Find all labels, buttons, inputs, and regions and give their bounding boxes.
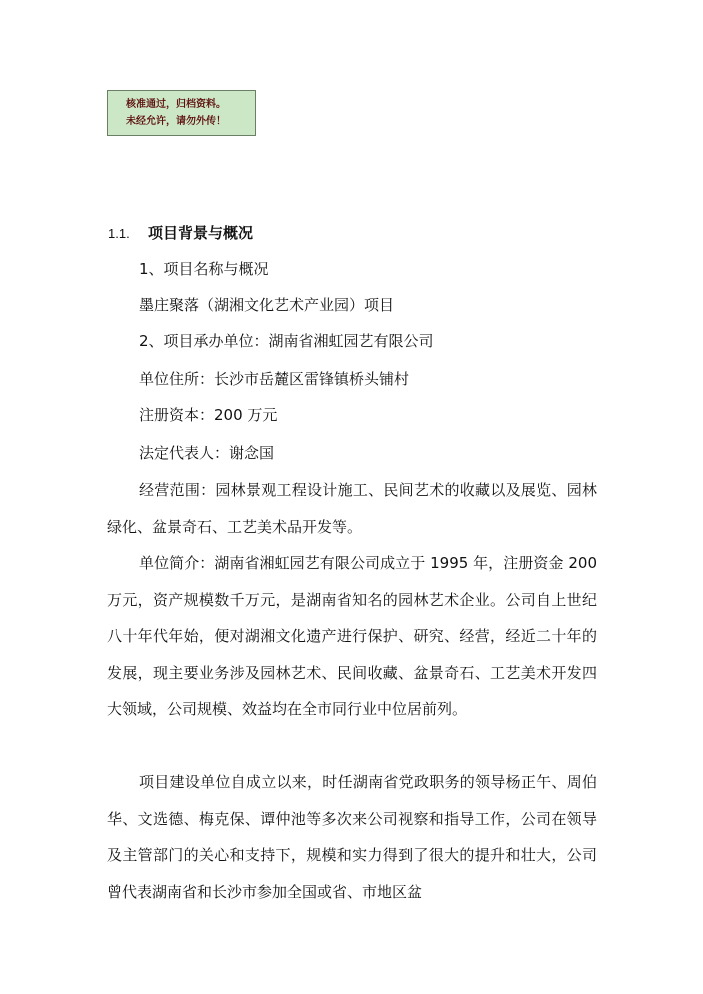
approval-stamp (107, 90, 256, 136)
company-intro-paragraph: 单位简介：湖南省湘虹园艺有限公司成立于 1995 年，注册资金 200 万元，资产规模数千万元，是湖南省知名的园林艺术企业。公司自上世纪八十年代年始，便对湖湘文化遗产进行保护、研究、经营，经近二十年的发展，现主要业务涉及园林艺术、民间收藏、盆景奇石、工艺美术开发四大领域，公司规模、效益均在全市同行业中位居前列。 (107, 554, 597, 718)
section-number: 1.1. (108, 226, 130, 241)
business-scope-paragraph: 经营范围：园林景观工程设计施工、民间艺术的收藏以及展览、园林绿化、盆景奇石、工艺美术品开发等。 (107, 481, 597, 536)
item-sponsor-unit: 2、项目承办单位：湖南省湘虹园艺有限公司 (139, 332, 434, 350)
registered-capital: 注册资本：200 万元 (139, 406, 278, 424)
project-name: 墨庄聚落（湖湘文化艺术产业园）项目 (139, 296, 395, 314)
unit-address: 单位住所：长沙市岳麓区雷锋镇桥头铺村 (139, 370, 410, 388)
section-heading (108, 223, 253, 244)
section-title: 项目背景与概况 (148, 224, 254, 242)
company-history-paragraph: 项目建设单位自成立以来，时任湖南省党政职务的领导杨正午、周伯华、文选德、梅克保、谭仲池等多次来公司视察和指导工作，公司在领导及主管部门的关心和支持下，规模和实力得到了很大的提升和壮大，公司曾代表湖南省和长沙市参加全国或省、市地区盆 (107, 773, 597, 901)
stamp-line-confidential: 未经允许，请勿外传！ (126, 116, 226, 127)
legal-representative: 法定代表人：谢念国 (139, 444, 275, 462)
stamp-line-approved: 核准通过，归档资料。 (126, 99, 226, 110)
item-project-name-heading: 1、项目名称与概况 (139, 260, 269, 278)
